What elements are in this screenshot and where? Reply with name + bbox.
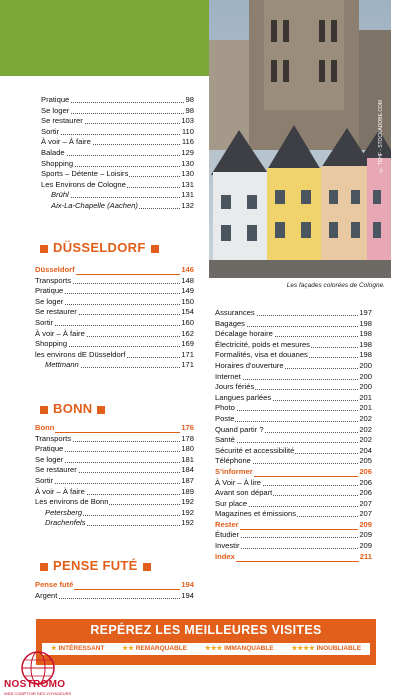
toc-entry [41,180,194,191]
heading-square-icon [40,563,48,571]
toc-entry [41,148,194,159]
toc-page-number: 130 [181,169,194,179]
toc-entry [215,488,372,499]
toc-label: Étudier [215,530,240,540]
toc-page-number: 192 [181,497,194,507]
toc-entry [41,95,194,106]
dot-leader [215,442,372,443]
toc-page-number: 150 [181,296,194,306]
toc-entry [215,340,372,351]
toc-page-number: 198 [359,350,372,360]
dot-leader [215,561,372,562]
toc-label: Pratique [35,444,64,454]
toc-page-number: 189 [181,486,194,496]
toc-label: Rester [215,519,239,529]
toc-page-number: 202 [359,424,372,434]
toc-entry [41,137,194,148]
toc-label: Les environs de Bonn [35,497,109,507]
toc-page-number: 171 [181,349,194,359]
toc-label: Sur place [215,498,248,508]
toc-section-entry [35,580,194,591]
toc-entry [41,169,194,180]
toc-label: Santé [215,435,235,445]
toc-label: Sortir [41,126,60,136]
toc-label: Les Environs de Cologne [41,179,126,189]
dot-leader [35,598,194,599]
toc-label: Pense futé [35,580,74,589]
toc-label: À voir – À faire [41,137,91,147]
toc-page-number: 206 [359,466,372,476]
heading-dusseldorf-text: DÜSSELDORF [53,240,146,255]
toc-page-number: 181 [181,454,194,464]
toc-label: Pratique [35,286,64,296]
toc-label: Bonn [35,423,55,432]
toc-entry [35,318,194,329]
toc-label: Mettmann [35,360,80,371]
toc-entry [35,455,194,466]
toc-label: Aix-La-Chapelle (Aachen) [41,201,139,212]
heading-square-icon [151,245,159,253]
rating-label: INOUBLIABLE [316,645,362,652]
toc-label: À voir – À faire [35,328,85,338]
rating-item [122,643,187,655]
toc-label: Transports [35,433,72,443]
toc-entry [35,360,194,371]
toc-page-number: 198 [359,318,372,328]
toc-section-entry [35,265,194,276]
toc-entry [35,518,194,529]
heading-bonn-text: BONN [53,401,93,416]
toc-page-number: 98 [185,95,194,104]
cologne-photo [209,0,391,278]
toc-entry [215,530,372,541]
toc-entry [35,444,194,455]
pense-fute-toc [35,580,194,601]
toc-label: Magazines et émissions [215,509,297,519]
toc-entry [35,286,194,297]
toc-label: Shopping [41,158,74,168]
toc-page-number: 204 [359,445,372,455]
toc-entry [215,319,372,330]
toc-label: Sortir [35,317,54,327]
toc-entry [215,372,372,383]
toc-page-number: 148 [181,275,194,285]
bonn-toc [35,423,194,529]
toc-page-number: 130 [181,158,194,168]
toc-page-number: 180 [181,444,194,454]
toc-page-number: 192 [181,507,194,517]
toc-page-number: 201 [359,392,372,402]
toc-entry [215,456,372,467]
toc-entry [35,591,194,602]
toc-entry [35,508,194,519]
toc-label: Drachenfels [35,518,87,529]
toc-page-number: 197 [359,308,372,317]
toc-page-number: 160 [181,317,194,327]
toc-page-number: 209 [359,519,372,529]
toc-page-number: 209 [359,530,372,540]
toc-label: Düsseldorf [35,265,75,274]
toc-page-number: 187 [181,475,194,485]
toc-entry [215,541,372,552]
heading-square-icon [97,406,105,414]
banner-title: REPÉREZ LES MEILLEURES VISITES [90,623,322,637]
toc-label: Se restaurer [35,307,77,317]
toc-page-number: 131 [181,190,194,200]
toc-entry [35,329,194,340]
toc-label: Transports [35,275,72,285]
toc-label: Sécurité et accessibilité [215,445,295,455]
toc-page-number: 178 [181,433,194,443]
toc-entry [35,350,194,361]
toc-label: Balade [41,147,65,157]
toc-page-number: 198 [359,329,372,339]
toc-entry [35,497,194,508]
photo-caption: Les façades colorées de Cologne. [286,282,385,289]
toc-page-number: 202 [359,413,372,423]
toc-page-number: 110 [181,126,194,136]
toc-label: Index [215,551,235,561]
best-visits-banner [36,619,376,665]
logo-tagline: WEB COMPTOIR DES VOYAGEURS [4,691,72,696]
toc-label: Horaires d'ouverture [215,360,284,370]
rating-label: IMMANQUABLE [224,645,274,652]
toc-page-number: 205 [359,456,372,466]
toc-page-number: 184 [181,465,194,475]
dot-leader [215,421,372,422]
toc-entry [215,382,372,393]
dot-leader [35,325,194,326]
toc-entry [215,308,372,319]
heading-pense-fute [35,558,156,573]
toc-entry [215,403,372,414]
toc-entry [215,393,372,404]
toc-page-number: 198 [359,339,372,349]
heading-pense-fute-text: PENSE FUTÉ [53,558,138,573]
toc-page-number: 207 [359,498,372,508]
heading-square-icon [40,245,48,253]
toc-page-number: 103 [181,116,194,126]
toc-entry [41,127,194,138]
toc-page-number: 211 [359,551,372,561]
logo-name: NOSTROMO [4,679,66,690]
toc-label: Jours fériés [215,382,255,392]
toc-page-number: 129 [181,147,194,157]
dot-leader [41,134,194,135]
rating-label: INTÉRESSANT [58,645,105,652]
toc-entry [35,476,194,487]
toc-entry [35,465,194,476]
toc-page-number: 98 [185,105,194,115]
toc-label: Internet [215,371,241,381]
green-header-bar [0,0,209,76]
toc-label: Téléphone [215,456,251,466]
toc-page-number: 154 [181,307,194,317]
toc-page-number: 132 [181,200,194,210]
left-toc [41,95,194,212]
toc-entry [35,487,194,498]
star-icon: ★★ [122,645,136,652]
rating-label: REMARQUABLE [135,645,188,652]
toc-entry [215,446,372,457]
toc-label: Décalage horaire [215,329,273,339]
toc-label: À Voir – À lire [215,477,262,487]
toc-entry [41,106,194,117]
toc-label: Se restaurer [35,465,77,475]
toc-entry [215,425,372,436]
toc-page-number: 200 [359,382,372,392]
rating-item [205,643,274,655]
toc-entry [215,499,372,510]
toc-page-number: 171 [181,360,194,370]
toc-label: Se loger [41,105,70,115]
heading-bonn [35,401,110,416]
toc-page-number: 206 [359,488,372,498]
dusseldorf-toc [35,265,194,371]
toc-label: Pratique [41,95,70,104]
toc-page-number: 116 [181,137,194,147]
toc-page-number: 162 [181,328,194,338]
toc-page-number: 149 [181,286,194,296]
toc-label: Formalités, visa et douanes [215,350,308,360]
toc-entry [35,297,194,308]
dot-leader [35,483,194,484]
toc-label: Se restaurer [41,116,83,126]
toc-section-entry [35,423,194,434]
toc-entry [35,276,194,287]
toc-label: Shopping [35,339,68,349]
toc-page-number: 207 [359,509,372,519]
nostromo-logo [0,646,78,700]
toc-section-entry [215,552,372,563]
star-icon: ★★★ [204,645,225,652]
toc-entry [215,478,372,489]
right-toc [215,308,372,562]
toc-entry [35,339,194,350]
toc-entry [41,190,194,201]
toc-entry [41,159,194,170]
toc-label: Investir [215,541,240,551]
toc-entry [215,361,372,372]
dot-leader [215,410,372,411]
toc-label: Poste [215,413,235,423]
heading-dusseldorf [35,240,164,255]
toc-label: Argent [35,590,58,600]
toc-entry [215,350,372,361]
toc-label: S'informer [215,466,253,476]
toc-page-number: 192 [181,518,194,528]
toc-entry [215,509,372,520]
toc-entry [215,329,372,340]
toc-page-number: 201 [359,403,372,413]
toc-label: Langues parlées [215,392,272,402]
rating-item [291,643,361,655]
star-icon: ★★★★ [291,645,317,652]
rating-legend [42,643,370,655]
toc-page-number: 194 [181,580,194,589]
toc-page-number: 202 [359,435,372,445]
star-icon: ★ [50,645,59,652]
toc-label: les environs dE Düsseldorf [35,349,126,359]
toc-page-number: 209 [359,541,372,551]
toc-section-entry [215,467,372,478]
toc-label: Se loger [35,454,64,464]
toc-label: Se loger [35,296,64,306]
toc-entry [215,435,372,446]
toc-label: Électricité, poids et mesures [215,339,310,349]
toc-entry [215,414,372,425]
toc-entry [35,307,194,318]
heading-square-icon [40,406,48,414]
toc-entry [41,116,194,127]
toc-page-number: 146 [181,265,194,274]
toc-page-number: 206 [359,477,372,487]
toc-page-number: 176 [181,423,194,432]
toc-entry [41,201,194,212]
toc-label: Petersberg [35,508,83,519]
toc-label: À voir – À faire [35,486,85,496]
heading-square-icon [143,563,151,571]
toc-entry [35,434,194,445]
toc-label: Avant son départ [215,488,273,498]
toc-label: Assurances [215,308,255,317]
toc-page-number: 194 [181,590,194,600]
toc-label: Quand partir ? [215,424,264,434]
toc-section-entry [215,520,372,531]
toc-label: Photo [215,403,235,413]
toc-page-number: 200 [359,371,372,381]
toc-page-number: 200 [359,360,372,370]
toc-page-number: 169 [181,339,194,349]
photo-credit: © TEHF - STOCKADOBE.COM [378,100,384,173]
toc-page-number: 131 [181,179,194,189]
toc-label: Brühl [41,190,70,201]
toc-label: Bagages [215,318,245,328]
toc-label: Sortir [35,475,54,485]
toc-label: Sports – Détente – Loisirs [41,169,129,179]
